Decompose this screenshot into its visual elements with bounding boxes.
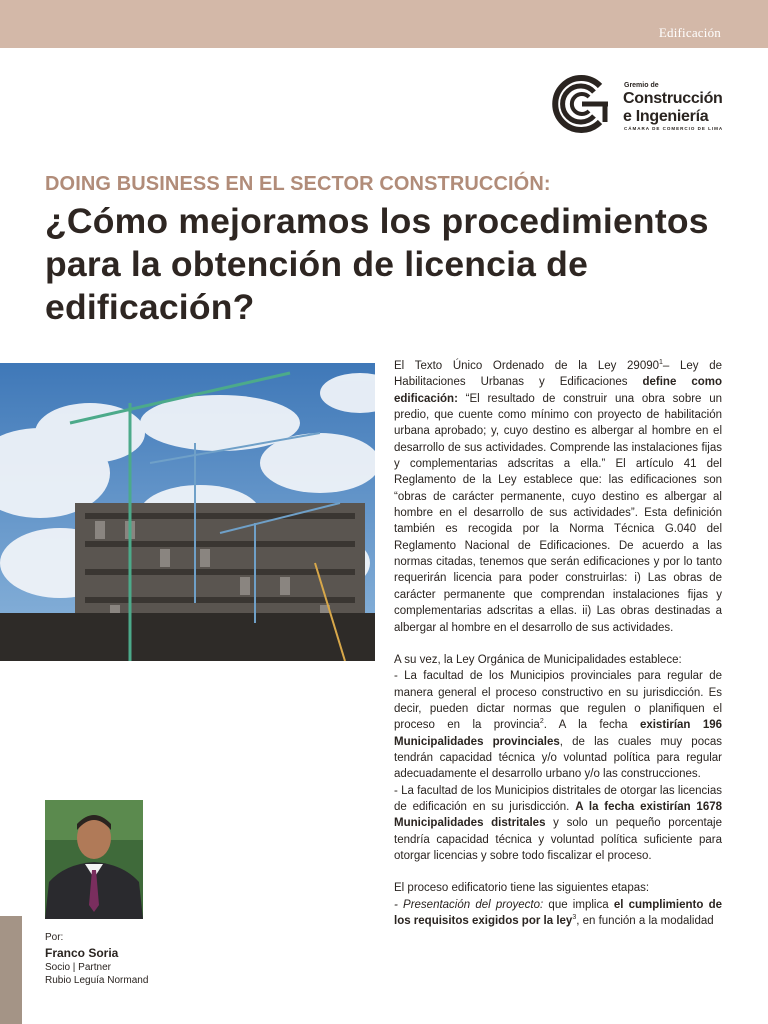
body-paragraph-1 bbox=[394, 358, 722, 636]
body-text-run: que implica bbox=[543, 898, 614, 911]
footnote-ref: 1 bbox=[659, 359, 663, 367]
body-bold-run: el cumplimiento de los requisitos exigidos por la ley bbox=[394, 898, 722, 927]
author-firm: Rubio Leguía Normand bbox=[45, 975, 149, 986]
logo-wordmark bbox=[623, 90, 723, 126]
article-body bbox=[394, 358, 722, 929]
body-bold-run: existirían 196 Municipalidades provinciales bbox=[394, 719, 723, 748]
author-portrait bbox=[45, 800, 143, 919]
header-bar bbox=[0, 0, 768, 48]
body-paragraph-2-intro: A su vez, la Ley Orgánica de Municipalidades establece: bbox=[394, 653, 682, 666]
author-name: Franco Soria bbox=[45, 946, 119, 960]
body-text-run: , de las cuales muy pocas tendrán capacidad técnica y/o voluntad política para regular adecuadamente el desarrollo urbano y/o las construcciones. bbox=[394, 735, 722, 781]
body-text-run: . A la fecha bbox=[543, 719, 640, 732]
section-label: Edificación bbox=[658, 25, 721, 40]
logo-subtitle: Gremio de bbox=[624, 82, 659, 89]
construction-photo bbox=[0, 363, 375, 661]
body-bold-run: A la fecha existirían 1678 Municipalidades distritales bbox=[394, 800, 723, 830]
publisher-logo bbox=[550, 72, 730, 136]
body-text-run: El Texto Único Ordenado de la Ley 29090 bbox=[394, 360, 660, 372]
article-title: ¿Cómo mejoramos los procedimientos para la obtención de licencia de edificación? bbox=[45, 201, 709, 327]
author-by-label: Por: bbox=[45, 932, 64, 943]
body-paragraph-3-item-1 bbox=[394, 897, 722, 930]
article-kicker: DOING BUSINESS EN EL SECTOR CONSTRUCCIÓN: bbox=[45, 173, 551, 195]
author-role: Socio | Partner bbox=[45, 962, 111, 973]
body-text-run: - La facultad de los Municipios provinciales para regular de manera general el proceso constructivo en su jurisdicción. Es decir, pueden dictar normas que regulen o planifiquen el proceso en la provincia bbox=[394, 670, 722, 732]
footnote-ref: 2 bbox=[539, 718, 544, 726]
side-tab bbox=[0, 916, 22, 1024]
body-text-run: , en función a la modalidad bbox=[576, 915, 714, 927]
body-paragraph-2-item-2 bbox=[394, 783, 722, 865]
body-paragraph-3-intro: El proceso edificatorio tiene las siguientes etapas: bbox=[394, 882, 650, 895]
body-bold-run: define como edificación: bbox=[394, 376, 722, 405]
body-text-run: – Ley de Habilitaciones Urbanas y Edificaciones bbox=[394, 360, 722, 389]
logo-line-2: e Ingeniería bbox=[623, 108, 709, 125]
body-text-run: y solo un pequeño porcentaje tendría capacidad técnica y voluntad política suficiente para otorgar licencias y sobre todo fiscalizar el proceso. bbox=[394, 817, 723, 862]
cgi-logo-icon bbox=[550, 72, 614, 136]
author-block bbox=[45, 931, 148, 987]
body-paragraph-2-item-1 bbox=[394, 668, 722, 782]
body-italic-run: - Presentación del proyecto: bbox=[394, 898, 544, 911]
body-text-run: “El resultado de construir una obra sobre un predio, que cuente como mínimo con proyecto de habilitación urbana aprobado; y, cuyo destino es albergar al hombre en el desarrollo de sus actividades. Comprende las instalaciones fijas y complementarias adscritas a ella.” El artículo 41 del Reglamento de la Ley establece que: las edificaciones son “obras de carácter permanente, cuyo destino es albergar al hombre en el desarrollo de sus actividades”. Esta definición también es recogida por la Norma Técnica G.040 del Reglamento Nacional de Edificaciones. De acuerdo a las normas citadas, tenemos que serán edificaciones y por lo tanto requerirán licencia para poder construirlas: i) Las obras de carácter permanente que comprendan instalaciones fijas y complementarias adscritas a ellas. ii) Las obras destinadas a albergar al hombre en el desarrollo de sus actividades. bbox=[394, 392, 722, 634]
footnote-ref: 3 bbox=[572, 914, 577, 922]
logo-line-1: Construcción bbox=[623, 90, 723, 107]
logo-tagline: CÁMARA DE COMERCIO DE LIMA bbox=[624, 126, 724, 131]
body-text-run: - La facultad de los Municipios distritales de otorgar las licencias de edificación en su jurisdicción. bbox=[394, 784, 722, 813]
